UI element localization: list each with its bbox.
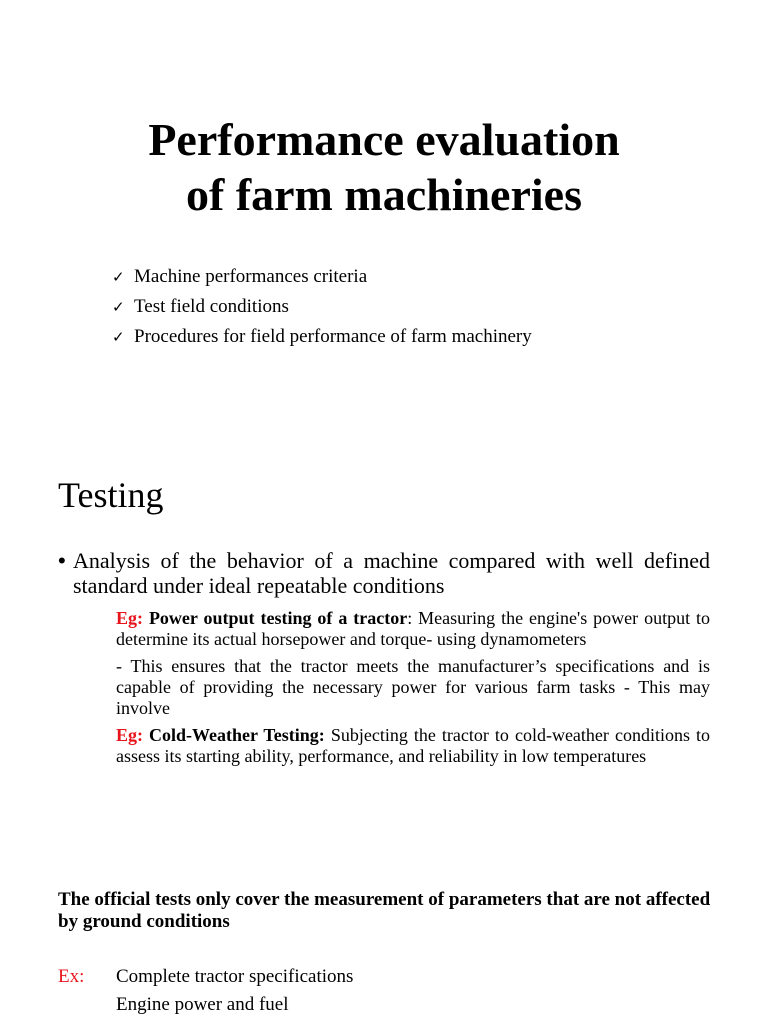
list-item: Engine power and fuel [116, 994, 289, 1015]
title-line-1: Performance evaluation [148, 114, 620, 165]
list-item: Complete tractor specifications [116, 966, 354, 987]
section-heading-testing: Testing [58, 475, 164, 515]
example-note: - This ensures that the tractor meets the manufacturer’s specifications and is capable of providing the necessary power for various farm tasks - This may involve [116, 656, 710, 718]
example-label: Eg: [116, 608, 143, 628]
testing-bullet-text: Analysis of the behavior of a machine compared with well defined standard under ideal repeatable conditions [73, 548, 710, 598]
check-icon: ✓ [112, 298, 125, 316]
page-title [0, 112, 768, 222]
example-term: Cold-Weather Testing: [149, 725, 325, 745]
title-line-2: of farm machineries [186, 169, 582, 220]
checklist-item-text: Procedures for field performance of farm machinery [134, 326, 532, 347]
official-tests-statement: The official tests only cover the measurement of parameters that are not affected by ground conditions [58, 889, 711, 932]
topic-checklist [112, 262, 532, 352]
checklist-item [112, 292, 532, 322]
check-icon: ✓ [112, 328, 125, 346]
example-cold-weather [116, 725, 710, 767]
example-text: Subjecting the tractor to cold-weather conditions to assess its starting ability, performance, and reliability in low temperatures [116, 725, 710, 766]
checklist-item [112, 322, 532, 352]
example-label: Eg: [116, 725, 143, 745]
checklist-item-text: Test field conditions [134, 296, 289, 317]
testing-bullet [58, 548, 710, 598]
example-term: Power output testing of a tractor [148, 608, 408, 628]
checklist-item [112, 262, 532, 292]
testing-examples [116, 608, 710, 773]
example-power-output [116, 608, 710, 650]
checklist-item-text: Machine performances criteria [134, 266, 368, 287]
check-icon: ✓ [112, 268, 125, 286]
bullet-icon: • [58, 548, 66, 573]
official-tests-list [116, 963, 353, 1019]
example-text: : Measuring the engine's power output to determine its actual horsepower and torque- using dynamometers [116, 608, 711, 649]
ex-label: Ex: [58, 966, 85, 987]
